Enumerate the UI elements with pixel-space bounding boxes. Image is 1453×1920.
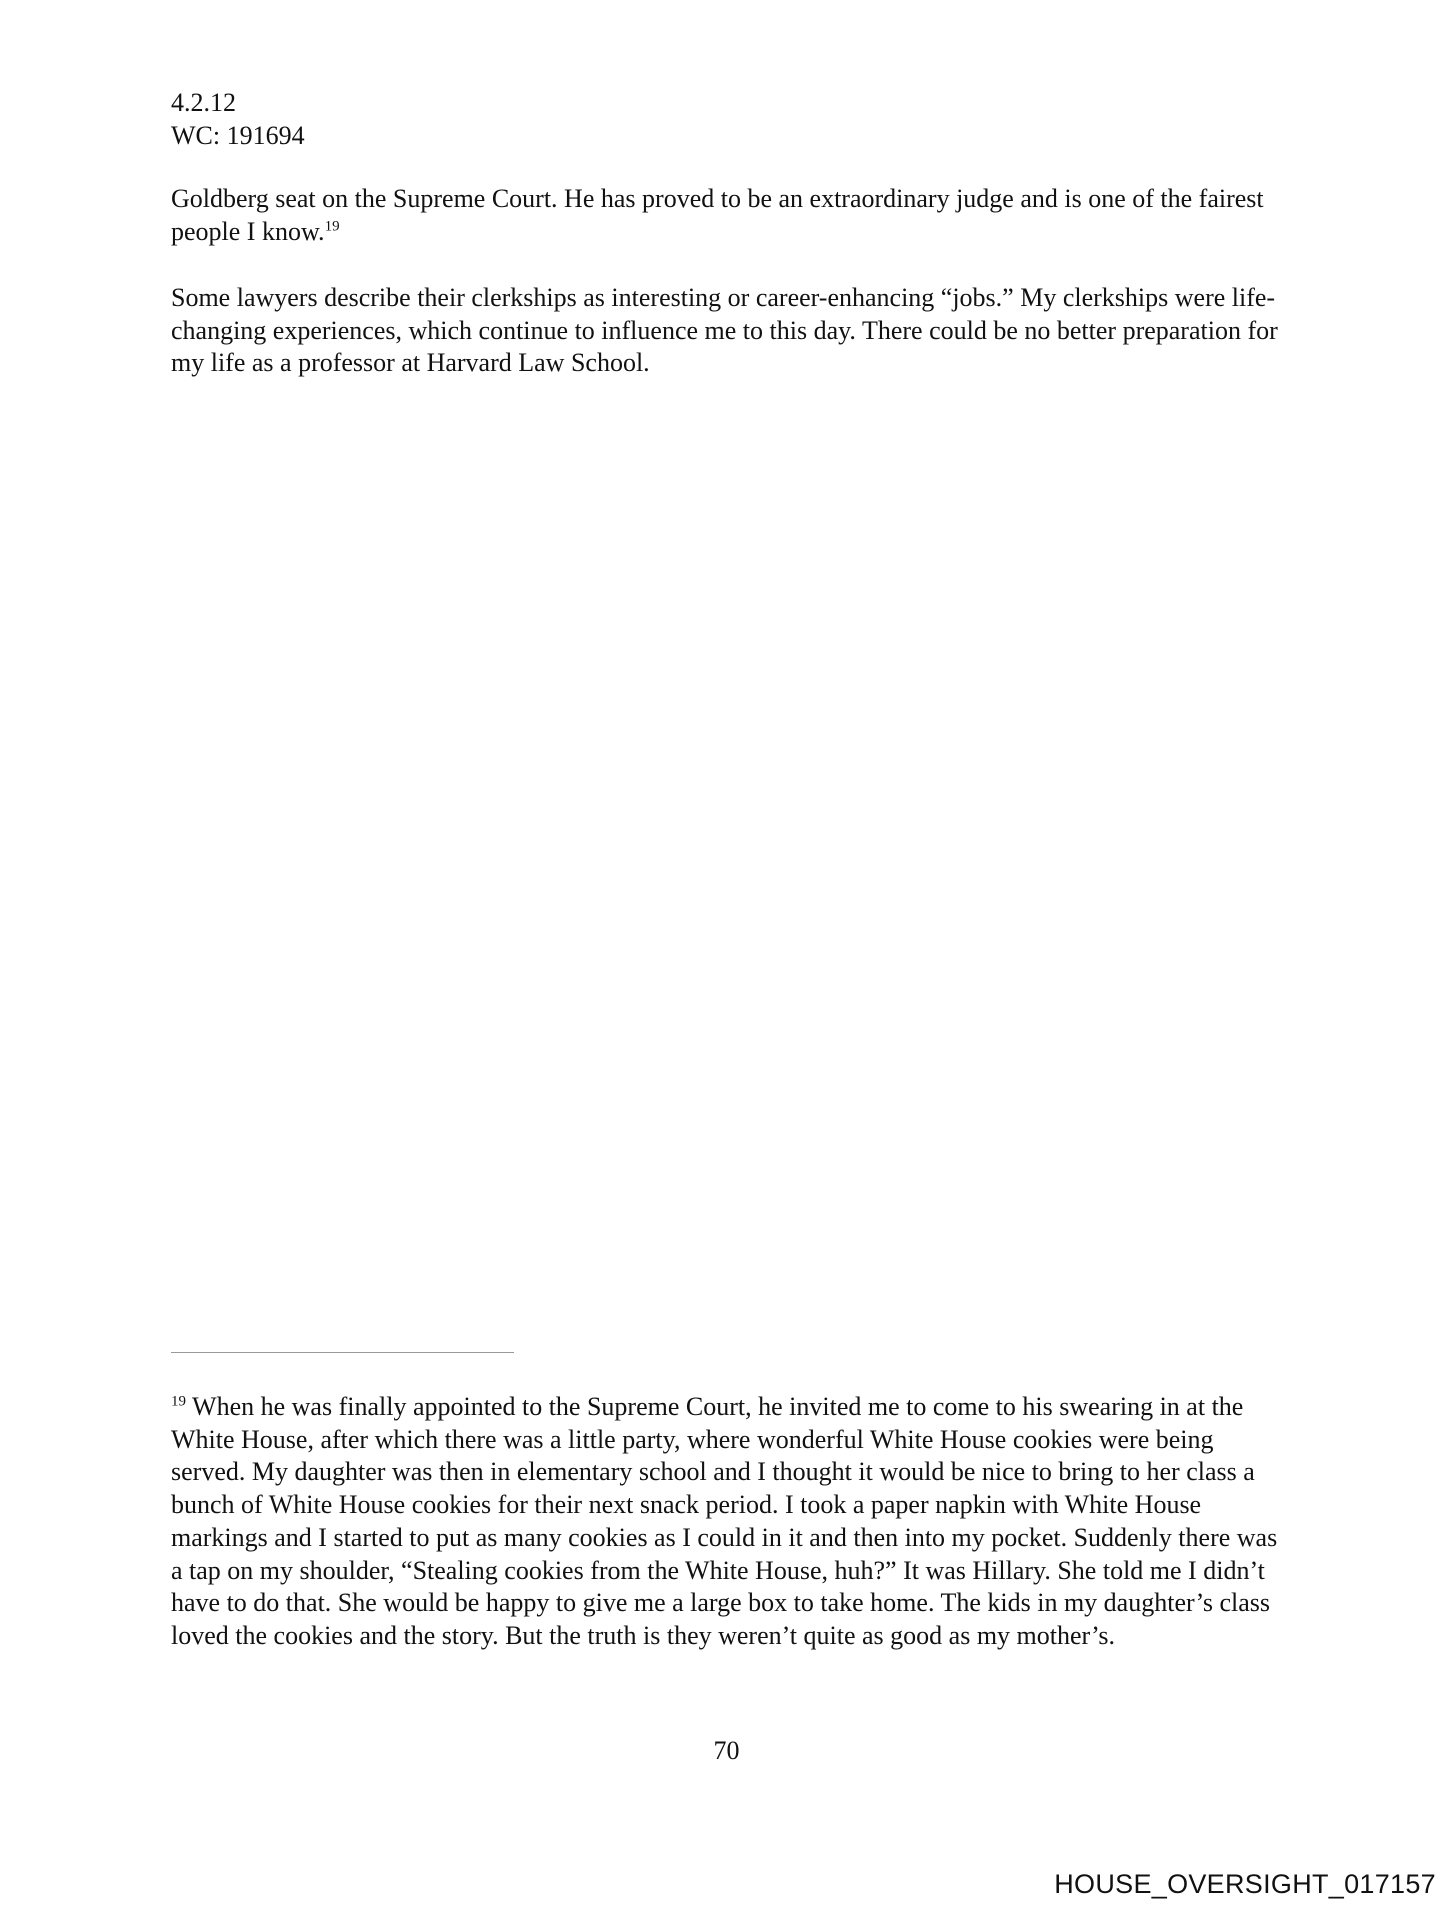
document-header — [171, 87, 1286, 152]
draft-date: 4.2.12 — [171, 88, 236, 117]
footnote-reference: 19 — [324, 217, 340, 234]
body-paragraph-1 — [171, 183, 1286, 248]
body-paragraph-2 — [171, 282, 1286, 380]
footnote-number: 19 — [171, 1393, 186, 1410]
footnote — [171, 1391, 1286, 1653]
word-count: WC: 191694 — [171, 120, 305, 150]
page-number: 70 — [713, 1736, 740, 1765]
bates-stamp: HOUSE_OVERSIGHT_017157 — [1054, 1869, 1436, 1899]
paragraph-text: Some lawyers describe their clerkships as interesting or career-enhancing “jobs.” My clerkships were life-changing experiences, which continue to influence me to this day. There could be no better preparation for my life as a professor at Harvard Law School. — [171, 283, 1278, 377]
paragraph-text: Goldberg seat on the Supreme Court. He has proved to be an extraordinary judge and is one of the fairest people I know. — [171, 184, 1264, 246]
footnote-text: When he was finally appointed to the Supreme Court, he invited me to come to his swearing in at the White House, after which there was a little party, where wonderful White House cookies were being served. My daughter was then in elementary school and I thought it would be nice to bring to her class a bunch of White House cookies for their next snack period. I took a paper napkin with White House markings and I started to put as many cookies as I could in it and then into my pocket. Suddenly there was a tap on my shoulder, “Stealing cookies from the White House, huh?” It was Hillary. She told me I didn’t have to do that. She would be happy to give me a large box to take home. The kids in my daughter’s class loved the cookies and the story. But the truth is they weren’t quite as good as my mother’s. — [171, 1392, 1278, 1650]
footnote-divider — [171, 1352, 514, 1353]
